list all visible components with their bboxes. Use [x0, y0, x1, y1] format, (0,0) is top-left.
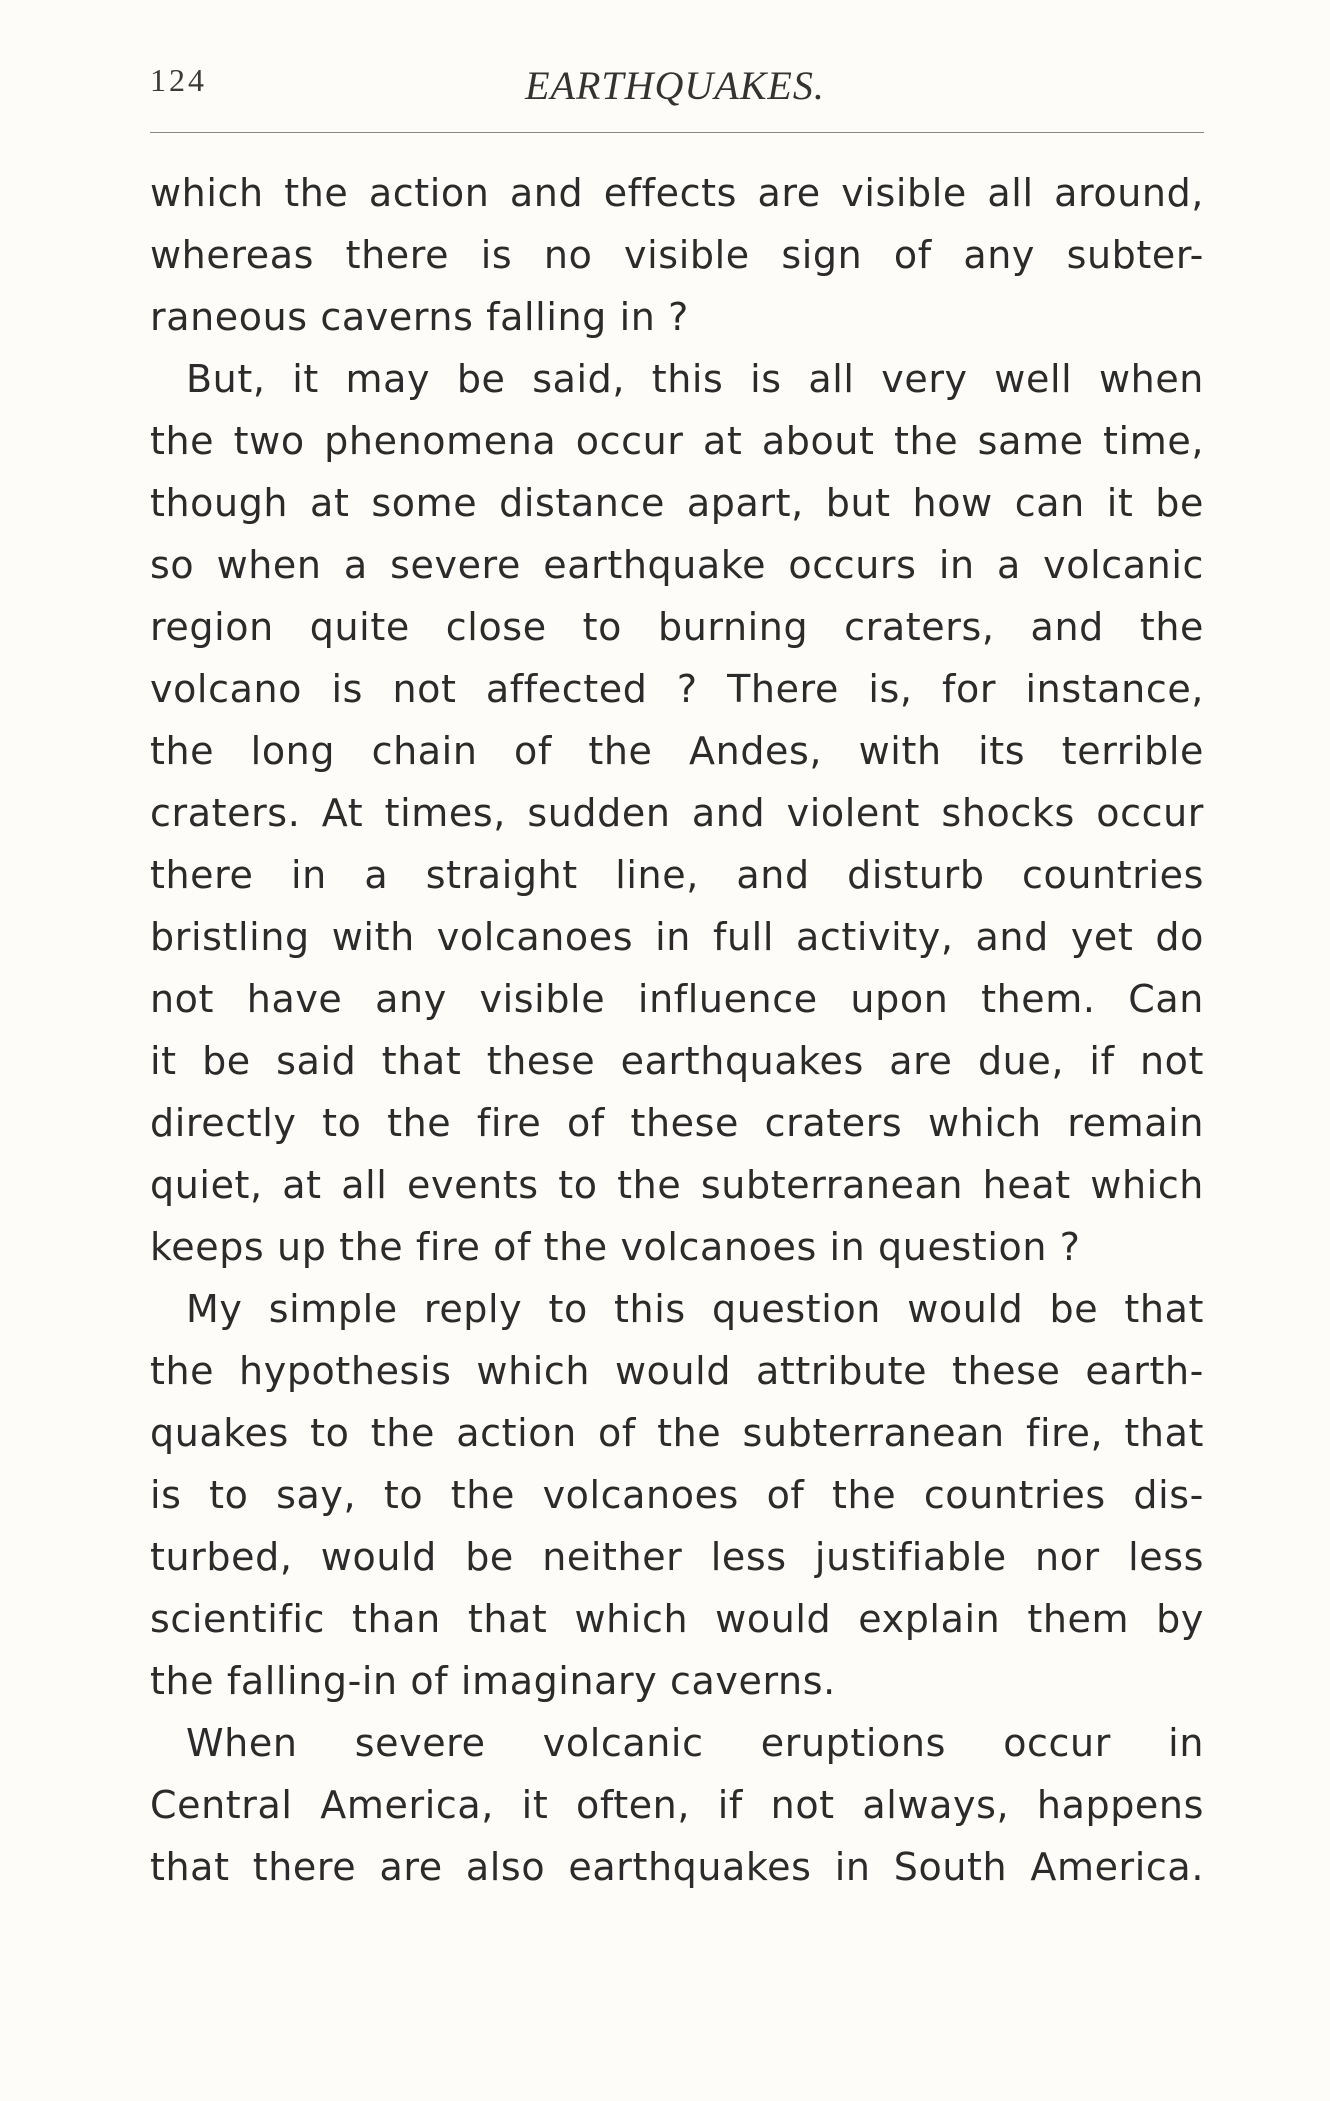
body-text	[150, 162, 1204, 1898]
text-line: craters. At times, sudden and violent shocks occur	[150, 791, 1204, 835]
text-line: whereas there is no visible sign of any subter-	[150, 233, 1204, 277]
text-line: so when a severe earthquake occurs in a volcanic	[150, 543, 1204, 587]
text-line: When severe volcanic eruptions occur in	[186, 1721, 1204, 1765]
text-line: keeps up the fire of the volcanoes in question ?	[150, 1225, 1081, 1269]
text-line: region quite close to burning craters, and the	[150, 605, 1204, 649]
text-line: quakes to the action of the subterranean fire, that	[150, 1411, 1204, 1455]
text-line: But, it may be said, this is all very well when	[186, 357, 1204, 401]
text-line: directly to the fire of these craters which remain	[150, 1101, 1204, 1145]
text-line: the two phenomena occur at about the same time,	[150, 419, 1204, 463]
text-line: Central America, it often, if not always, happens	[150, 1783, 1204, 1827]
running-title: EARTHQUAKES.	[525, 63, 825, 108]
text-line: the hypothesis which would attribute these earth-	[150, 1349, 1204, 1393]
text-line: that there are also earthquakes in South America.	[150, 1845, 1204, 1889]
text-line: not have any visible influence upon them. Can	[150, 977, 1204, 1021]
text-line: the falling-in of imaginary caverns.	[150, 1659, 836, 1703]
text-line: volcano is not affected ? There is, for instance,	[150, 667, 1204, 711]
page-header	[150, 62, 1200, 122]
text-line: there in a straight line, and disturb countries	[150, 853, 1204, 897]
text-line: is to say, to the volcanoes of the countries dis-	[150, 1473, 1204, 1517]
text-line: turbed, would be neither less justifiable nor less	[150, 1535, 1204, 1579]
text-line: My simple reply to this question would be that	[186, 1287, 1204, 1331]
header-rule	[150, 132, 1204, 133]
text-line: bristling with volcanoes in full activity, and yet do	[150, 915, 1204, 959]
text-line: raneous caverns falling in ?	[150, 295, 689, 339]
text-line: scientific than that which would explain them by	[150, 1597, 1204, 1641]
page-number: 124	[150, 62, 207, 98]
text-line: quiet, at all events to the subterranean heat which	[150, 1163, 1204, 1207]
text-line: it be said that these earthquakes are due, if not	[150, 1039, 1204, 1083]
text-line: the long chain of the Andes, with its terrible	[150, 729, 1204, 773]
text-line: though at some distance apart, but how can it be	[150, 481, 1204, 525]
text-line: which the action and effects are visible all around,	[150, 171, 1204, 215]
